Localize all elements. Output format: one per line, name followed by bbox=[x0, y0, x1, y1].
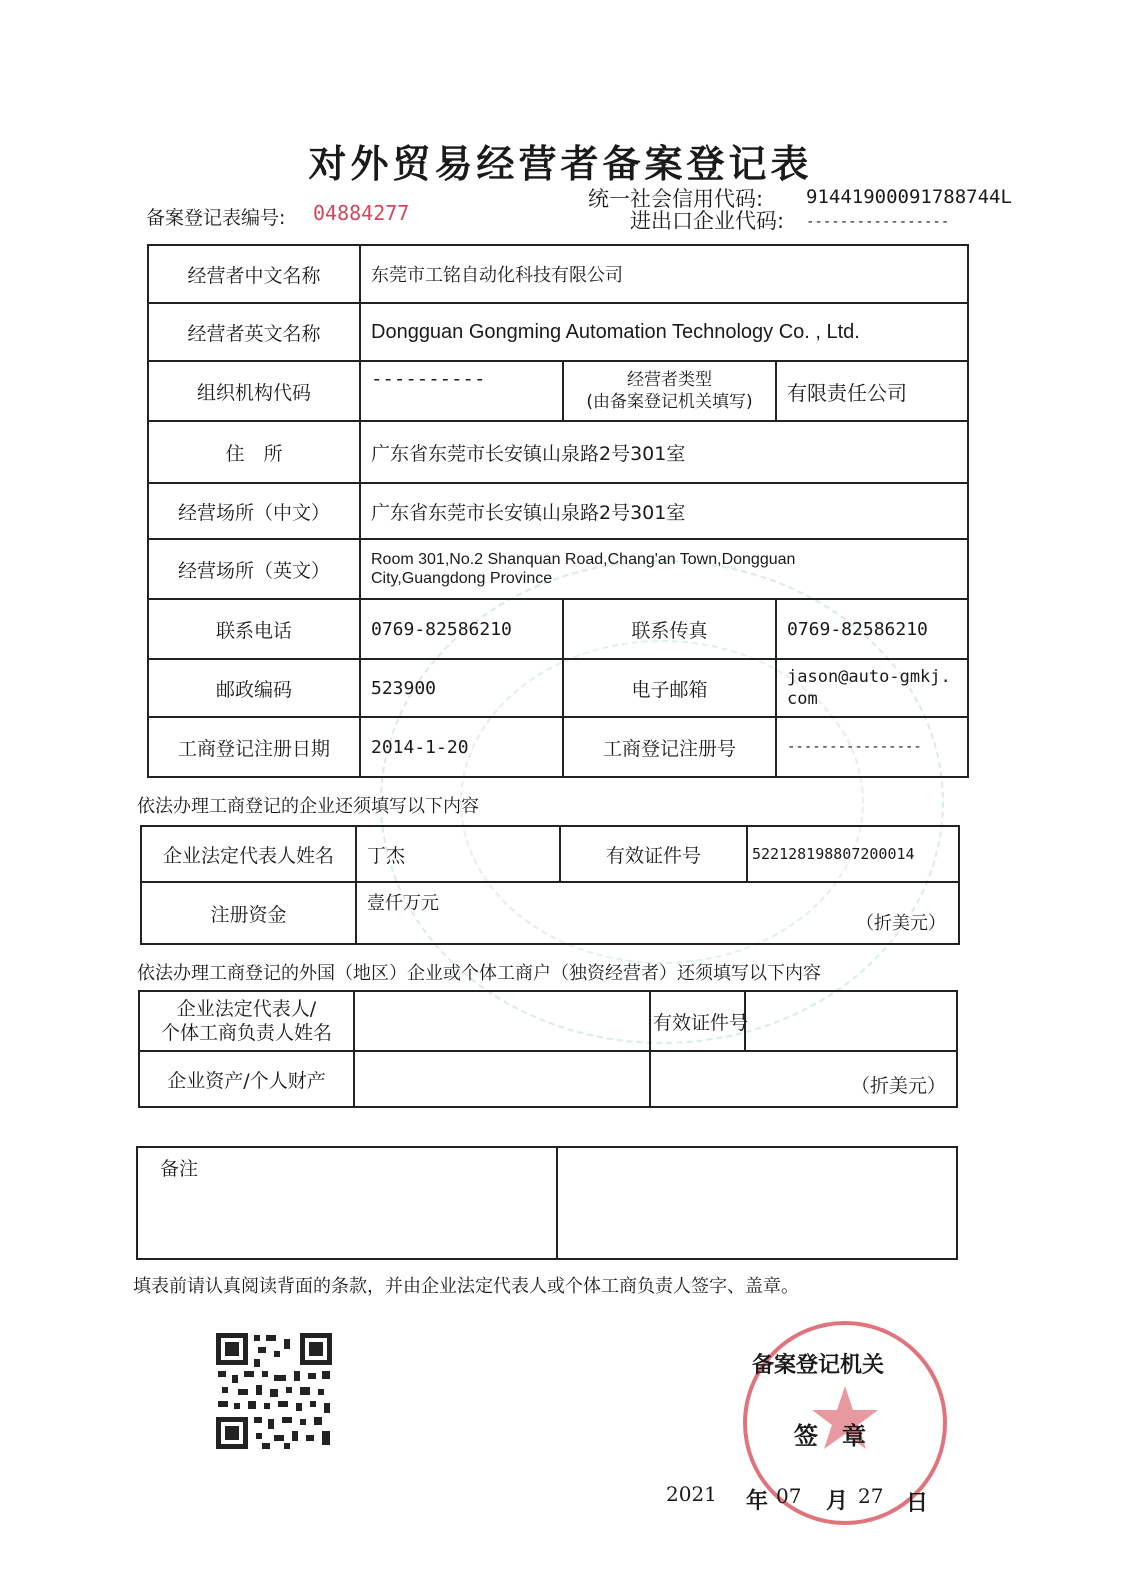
uscc-value: 91441900091788744L bbox=[806, 186, 1012, 208]
email-line2: com bbox=[787, 689, 818, 709]
id-value: 522128198807200014 bbox=[747, 826, 959, 882]
date-year-char: 年 bbox=[746, 1489, 769, 1514]
row-site-en bbox=[148, 539, 968, 599]
foreign-id-value bbox=[745, 991, 957, 1051]
section2-heading: 依法办理工商登记的企业还须填写以下内容 bbox=[137, 796, 479, 817]
site-en-label: 经营场所（英文） bbox=[148, 539, 360, 599]
en-name-value: Dongguan Gongming Automation Technology Co. , Ltd. bbox=[360, 303, 968, 361]
footer-notice: 填表前请认真阅读背面的条款，并由企业法定代表人或个体工商负责人签字、盖章。 bbox=[133, 1276, 799, 1297]
org-code-value: ---------- bbox=[360, 361, 563, 421]
remarks-value bbox=[557, 1147, 957, 1259]
date-month: 07 bbox=[776, 1484, 802, 1508]
remarks-label: 备注 bbox=[137, 1147, 557, 1259]
row-zip bbox=[148, 659, 968, 717]
foreign-rep-label bbox=[139, 991, 354, 1051]
capital-unit: （折美元） bbox=[856, 913, 946, 934]
legal-rep-value: 丁杰 bbox=[356, 826, 560, 882]
ie-code-value: ----------------- bbox=[806, 214, 950, 230]
foreign-rep-value bbox=[354, 991, 650, 1051]
capital-value: 壹仟万元 bbox=[367, 893, 439, 914]
phone-value: 0769-82586210 bbox=[360, 599, 563, 659]
email-label: 电子邮箱 bbox=[563, 659, 776, 717]
org-code-label: 组织机构代码 bbox=[148, 361, 360, 421]
site-en-line1: Room 301,No.2 Shanquan Road,Chang'an Town,Dongguan bbox=[371, 551, 796, 568]
row-assets bbox=[139, 1051, 957, 1107]
zip-value: 523900 bbox=[360, 659, 563, 717]
address-value: 广东省东莞市长安镇山泉路2号301室 bbox=[360, 421, 968, 483]
main-table bbox=[147, 244, 969, 778]
reg-no-label: 工商登记注册号 bbox=[563, 717, 776, 777]
type-label-line2: (由备案登记机关填写) bbox=[586, 392, 753, 412]
capital-cell bbox=[356, 882, 959, 944]
site-en-value bbox=[360, 539, 968, 599]
foreign-rep-label-line1: 企业法定代表人/ bbox=[176, 998, 317, 1020]
assets-label: 企业资产/个人财产 bbox=[139, 1051, 354, 1107]
capital-label: 注册资金 bbox=[141, 882, 356, 944]
row-org-code bbox=[148, 361, 968, 421]
row-site-cn bbox=[148, 483, 968, 539]
id-label: 有效证件号 bbox=[560, 826, 747, 882]
qr-code-image bbox=[214, 1331, 334, 1451]
phone-label: 联系电话 bbox=[148, 599, 360, 659]
ie-code-label: 进出口企业代码: bbox=[630, 209, 785, 233]
fax-label: 联系传真 bbox=[563, 599, 776, 659]
date-day: 27 bbox=[858, 1484, 884, 1508]
site-en-line2: City,Guangdong Province bbox=[371, 570, 553, 587]
seal-label: 签 章 bbox=[794, 1422, 866, 1450]
reg-no-value: ---------------- bbox=[776, 717, 968, 777]
page-title: 对外贸易经营者备案登记表 bbox=[308, 142, 813, 186]
email-line1: jason@auto-gmkj. bbox=[787, 667, 951, 687]
type-label-line1: 经营者类型 bbox=[627, 370, 712, 390]
row-phone bbox=[148, 599, 968, 659]
assets-unit: （折美元） bbox=[650, 1051, 957, 1107]
fax-value: 0769-82586210 bbox=[776, 599, 968, 659]
form-no-label: 备案登记表编号: bbox=[146, 207, 286, 229]
email-value bbox=[776, 659, 968, 717]
type-value: 有限责任公司 bbox=[776, 361, 968, 421]
cn-name-value: 东莞市工铭自动化科技有限公司 bbox=[360, 245, 968, 303]
row-capital bbox=[141, 882, 959, 944]
address-label: 住 所 bbox=[148, 421, 360, 483]
row-address bbox=[148, 421, 968, 483]
date-day-char: 日 bbox=[906, 1491, 929, 1516]
row-foreign-rep bbox=[139, 991, 957, 1051]
site-cn-value: 广东省东莞市长安镇山泉路2号301室 bbox=[360, 483, 968, 539]
authority-label: 备案登记机关 bbox=[752, 1353, 885, 1378]
type-label bbox=[563, 361, 776, 421]
row-remarks bbox=[137, 1147, 957, 1259]
section2-table bbox=[140, 825, 960, 945]
legal-rep-label: 企业法定代表人姓名 bbox=[141, 826, 356, 882]
row-cn-name bbox=[148, 245, 968, 303]
row-en-name bbox=[148, 303, 968, 361]
date-month-char: 月 bbox=[826, 1489, 849, 1514]
section3-heading: 依法办理工商登记的外国（地区）企业或个体工商户（独资经营者）还须填写以下内容 bbox=[137, 963, 821, 984]
section3-table bbox=[138, 990, 958, 1108]
row-reg bbox=[148, 717, 968, 777]
zip-label: 邮政编码 bbox=[148, 659, 360, 717]
site-cn-label: 经营场所（中文） bbox=[148, 483, 360, 539]
remarks-table bbox=[136, 1146, 958, 1260]
uscc-label: 统一社会信用代码: bbox=[588, 187, 764, 211]
cn-name-label: 经营者中文名称 bbox=[148, 245, 360, 303]
en-name-label: 经营者英文名称 bbox=[148, 303, 360, 361]
foreign-id-label: 有效证件号 bbox=[650, 991, 745, 1051]
row-legal-rep bbox=[141, 826, 959, 882]
form-no-value: 04884277 bbox=[313, 201, 410, 225]
reg-date-value: 2014-1-20 bbox=[360, 717, 563, 777]
reg-date-label: 工商登记注册日期 bbox=[148, 717, 360, 777]
assets-value bbox=[354, 1051, 650, 1107]
foreign-rep-label-line2: 个体工商负责人姓名 bbox=[160, 1022, 332, 1044]
date-year: 2021 bbox=[666, 1482, 717, 1506]
